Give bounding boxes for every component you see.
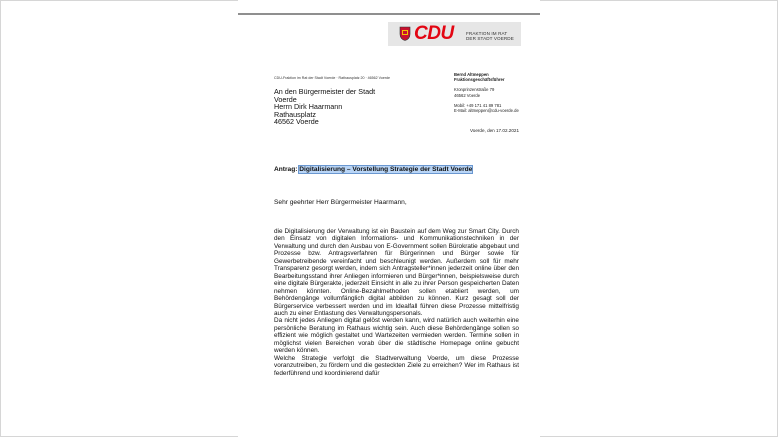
fraktion-label: FRAKTION IM RAT DER STADT VOERDE bbox=[466, 31, 514, 42]
recipient-address: An den Bürgermeister der Stadt Voerde Herrn Dirk Haarmann Rathausplatz 46562 Voerde bbox=[274, 87, 376, 127]
letter-salutation: Sehr geehrter Herr Bürgermeister Haarmann, bbox=[274, 199, 407, 206]
sender-street: Kronprinzenstraße 79 bbox=[454, 87, 495, 93]
body-paragraph-2: Da nicht jedes Anliegen digital gelöst werden kann, wird natürlich auch weiterhin eine persönliche Beratung im Rathaus wichtig sein. Auch diese Behördengänge sollen so effizient wie möglich gestaltet und Wartezeiten vermieden werden. Termine sollen in möglichst vielen Bereichen vorab über die städtische Homepage online gebucht werden können. bbox=[274, 317, 519, 355]
body-paragraph-3: Welche Strategie verfolgt die Stadtverwaltung Voerde, um diese Prozesse voranzutreiben, zu fördern und die gesteckten Ziele zu erreichen? Wer im Rathaus ist federführend und koordinierend dafür bbox=[274, 354, 519, 377]
city-crest-icon bbox=[399, 26, 411, 41]
sender-role: Fraktionsgeschäftsführer bbox=[454, 77, 505, 83]
cdu-logo: CDU bbox=[414, 23, 454, 44]
letter-subject bbox=[274, 166, 472, 173]
letter-date: Voerde, den 17.02.2021 bbox=[469, 128, 519, 133]
sender-return-line: CDU-Fraktion im Rat der Stadt Voerde · Rathausplatz 20 · 46562 Voerde bbox=[274, 76, 391, 80]
sender-name: Bernd Altmeppen bbox=[454, 72, 489, 77]
sender-email: E-Mail: altmeppen@cdu-voerde.de bbox=[454, 108, 519, 114]
sender-mobile: Mobil: +49 171 41 89 781 bbox=[454, 102, 502, 108]
subject-prefix: Antrag: bbox=[274, 166, 300, 173]
body-paragraph-1: die Digitalisierung der Verwaltung ist ein Baustein auf dem Weg zur Smart City. Durch den Einsatz von digitalen Informations- und Kommunikationstechniken in der Verwaltung und durch den Ausbau von E-Government sollen Bürokratie abgebaut und Prozesse bzw. Antragsverfahren für Bürgerinnen und Bürger sowie für Gewerbetreibende vereinfacht und beschleunigt werden. Außerdem soll für mehr Transparenz gesorgt werden, indem sich Antragsteller*innen jederzeit online über den Bearbeitungsstand ihrer Anliegen informieren und Bürger*innen, beispielsweise durch eine digitale Bürgerakte, jederzeit Einsicht in alle zu ihrer Person gespeicherten Daten nehmen könnten. Online-Bezahlmethoden sollen etabliert werden, um Behördengänge vollumfänglich digital abbilden zu können. Kurz gesagt soll der Bürgerservice verbessert werden und im Idealfall führen diese Prozesse mittelfristig auch zu einer Entlastung des Verwaltungspersonals. bbox=[274, 228, 519, 317]
subject-title-selected[interactable]: Digitalisierung – Vorstellung Strategie der Stadt Voerde bbox=[299, 166, 473, 173]
sender-city: 46562 Voerde bbox=[454, 92, 481, 98]
letter-body bbox=[274, 228, 519, 377]
page-top-rule bbox=[238, 13, 540, 15]
sender-block bbox=[454, 72, 534, 113]
